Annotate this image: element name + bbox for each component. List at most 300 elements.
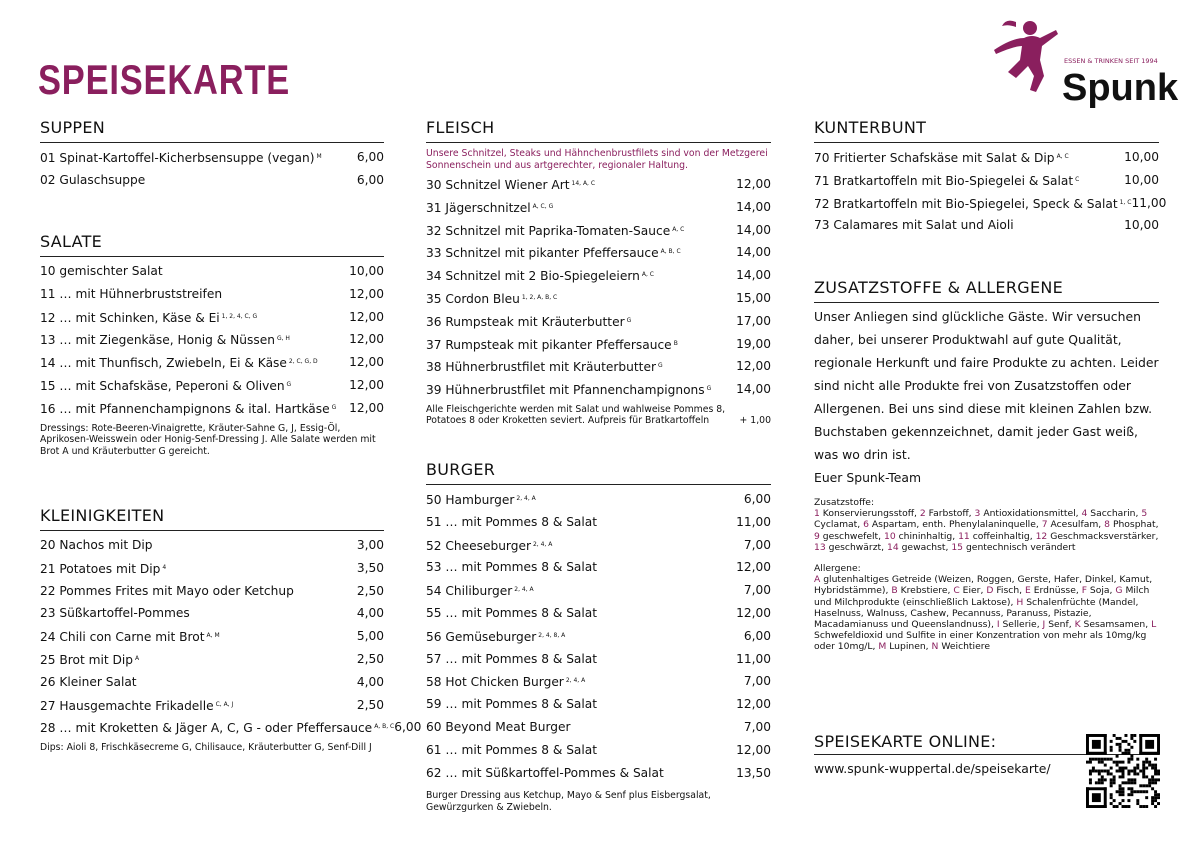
- online-url[interactable]: www.spunk-wuppertal.de/speisekarte/: [814, 761, 1051, 776]
- menu-item-label: 34 Schnitzel mit 2 Bio-Spiegeleiern: [426, 269, 640, 284]
- menu-item: [814, 214, 1159, 237]
- allergen-codes: 1, 2, 4, C, G: [221, 312, 258, 320]
- menu-item-name: [40, 397, 336, 420]
- menu-item-price: 7,00: [743, 537, 771, 552]
- menu-item: [426, 287, 771, 310]
- section-burger: [426, 460, 771, 813]
- section-title: SALATE: [40, 232, 103, 251]
- menu-item-price: 6,00: [356, 150, 384, 164]
- legend-text: Senf,: [1048, 619, 1075, 631]
- menu-item-price: 7,00: [743, 674, 771, 689]
- menu-item: [426, 625, 771, 648]
- menu-item-price: 3,50: [356, 560, 384, 575]
- fleisch-intro: Unsere Schnitzel, Steaks und Hähnchenbrustfilets sind von der Metzgerei Sonnenschein und aus artgerechter, regionaler Haltung.: [426, 148, 768, 171]
- burger-note: Burger Dressing aus Ketchup, Mayo & Senf plus Eisbergsalat, Gewürzgurken & Zwiebeln.: [426, 790, 711, 813]
- menu-item-label: 58 Hot Chicken Burger: [426, 675, 564, 690]
- menu-item-name: [426, 287, 557, 310]
- menu-item-name: [40, 648, 139, 671]
- allergen-codes: A, C: [641, 271, 654, 279]
- menu-item: [40, 602, 384, 625]
- allergen-codes: C: [1075, 175, 1080, 183]
- menu-item-price: 15,00: [736, 290, 771, 305]
- menu-item-label: 73 Calamares mit Salat und Aioli: [814, 218, 1014, 233]
- legend-code: 4: [1081, 508, 1091, 520]
- menu-item: [426, 241, 771, 264]
- allergen-codes: G, H: [276, 335, 290, 343]
- menu-item-price: 12,00: [736, 359, 771, 374]
- menu-item-price: 12,00: [349, 332, 384, 347]
- menu-item-label: 70 Fritierter Schafskäse mit Salat & Dip: [814, 151, 1055, 165]
- legend-code: 9: [814, 530, 823, 542]
- section-title: KUNTERBUNT: [814, 118, 927, 137]
- legend-text: Aspartam, enth. Phenylalaninquelle,: [871, 519, 1042, 531]
- legend-text: Erdnüsse,: [1033, 585, 1082, 597]
- legend-code: 7: [1041, 519, 1051, 531]
- menu-item-price: 4,00: [356, 674, 384, 689]
- menu-item-name: [40, 580, 294, 603]
- legend-code: C: [953, 585, 963, 597]
- menu-item-name: [40, 146, 322, 169]
- allergen-codes: A, C: [672, 225, 685, 233]
- menu-item-label: 30 Schnitzel Wiener Art: [426, 178, 570, 192]
- legend-code: 10: [883, 530, 899, 542]
- salate-note: Dressings: Rote-Beeren-Vinaigrette, Kräuter-Sahne G, J, Essig-Öl, Aprikosen-Weisswein oder Honig-Senf-Dressing J. Alle Salate werden mit Brot A und Kräuterbutter G gereicht.: [40, 422, 376, 457]
- allergen-codes: 2, 4, A: [532, 540, 553, 548]
- allergen-codes: B: [673, 339, 678, 347]
- menu-item-name: [426, 602, 597, 625]
- menu-item-label: 23 Süßkartoffel-Pommes: [40, 606, 190, 621]
- menu-item: [426, 716, 771, 739]
- menu-item-name: [40, 671, 137, 694]
- legend-code: 6: [863, 519, 872, 531]
- allergen-codes: A, B, C: [374, 723, 395, 731]
- legend-text: Sellerie,: [1002, 619, 1043, 631]
- legend-code: D: [986, 585, 997, 597]
- allergen-codes: 2, 4, 8, A: [538, 631, 566, 639]
- section-kunterbunt: [814, 118, 1167, 237]
- section-fleisch: [426, 118, 771, 427]
- menu-item-label: 72 Bratkartoffeln mit Bio-Spiegelei, Speck & Salat: [814, 196, 1118, 211]
- legend-code: N: [931, 641, 942, 653]
- menu-item-name: [426, 716, 571, 739]
- allergene-list: [814, 574, 1159, 652]
- qr-code-icon[interactable]: [1086, 734, 1160, 808]
- menu-item-name: [40, 306, 257, 329]
- menu-item-label: 26 Kleiner Salat: [40, 674, 137, 689]
- menu-item-price: 10,00: [1124, 218, 1159, 233]
- menu-item: [426, 762, 771, 785]
- menu-item-price: 2,50: [356, 697, 384, 712]
- menu-item-label: 16 … mit Pfannenchampignons & ital. Hartkäse: [40, 401, 330, 416]
- menu-item: [426, 693, 771, 716]
- allergen-codes: A: [135, 654, 140, 662]
- legend-text: Lupinen,: [889, 641, 932, 653]
- menu-item: [426, 333, 771, 356]
- menu-item-price: 10,00: [349, 264, 384, 278]
- section-zusatzstoffe-allergene: [814, 278, 1159, 653]
- legend-code: H: [1016, 596, 1027, 608]
- allergen-codes: 2, 4, A: [516, 495, 536, 502]
- menu-item-name: [40, 169, 145, 192]
- legend-text: Saccharin,: [1090, 508, 1142, 520]
- legend-code: 15: [951, 541, 966, 553]
- menu-item: [40, 169, 384, 192]
- legend-text: chininhaltig,: [898, 530, 959, 542]
- section-title: ZUSATZSTOFFE & ALLERGENE: [814, 278, 1064, 297]
- allergen-codes: 1, C: [1119, 198, 1132, 206]
- menu-item-price: 17,00: [736, 313, 771, 328]
- menu-item: [40, 694, 384, 717]
- menu-item-label: 11 … mit Hühnerbruststreifen: [40, 286, 223, 301]
- legend-text: Geschmacksverstärker,: [1050, 530, 1159, 542]
- logo-tagline: ESSEN & TRINKEN SEIT 1994: [1064, 57, 1158, 65]
- menu-item: [426, 378, 771, 401]
- legend-text: coffeinhaltig,: [972, 530, 1036, 542]
- legend-code: B: [891, 585, 901, 597]
- menu-item-label: 55 … mit Pommes 8 & Salat: [426, 605, 598, 620]
- menu-item: [426, 196, 771, 219]
- menu-item-price: 5,00: [356, 629, 384, 644]
- section-title: BURGER: [426, 460, 496, 479]
- menu-item-price: 11,00: [736, 651, 771, 666]
- allergen-codes: 4: [162, 563, 167, 571]
- menu-item-price: 19,00: [736, 336, 771, 351]
- menu-item-name: [40, 602, 190, 625]
- menu-item-label: 31 Jägerschnitzel: [426, 200, 531, 215]
- menu-item-label: 25 Brot mit Dip: [40, 652, 134, 667]
- menu-item-price: 6,00: [743, 492, 771, 506]
- menu-item-label: 12 … mit Schinken, Käse & Ei: [40, 310, 220, 325]
- menu-item-price: 13,50: [736, 765, 771, 780]
- menu-item-price: 14,00: [736, 245, 771, 260]
- legend-code: M: [878, 641, 890, 653]
- menu-item-label: 60 Beyond Meat Burger: [426, 719, 571, 734]
- section-title: FLEISCH: [426, 118, 495, 137]
- legend-text: gewachst,: [901, 541, 952, 553]
- menu-item-name: [426, 219, 684, 242]
- menu-item: [40, 671, 384, 694]
- menu-item-name: [426, 355, 663, 378]
- legend-code: F: [1081, 585, 1090, 597]
- legend-code: 2: [919, 508, 929, 520]
- menu-item-name: [426, 534, 552, 557]
- menu-item-name: [426, 488, 536, 511]
- menu-item-label: 27 Hausgemachte Frikadelle: [40, 698, 214, 713]
- menu-item-label: 10 gemischter Salat: [40, 264, 163, 278]
- menu-item: [426, 579, 771, 602]
- allergen-codes: A, C: [1056, 153, 1069, 160]
- section-suppen: [40, 118, 384, 192]
- menu-item-price: 12,00: [349, 286, 384, 301]
- menu-item-name: [40, 351, 318, 374]
- menu-item-price: 6,00: [356, 172, 384, 187]
- menu-item-label: 61 … mit Pommes 8 & Salat: [426, 742, 598, 757]
- zusatz-body: [814, 302, 1159, 653]
- legend-text: gentechnisch verändert: [965, 541, 1076, 553]
- menu-item-price: 12,00: [736, 177, 771, 191]
- menu-item-label: 14 … mit Thunfisch, Zwiebeln, Ei & Käse: [40, 356, 287, 371]
- menu-item: [814, 169, 1159, 192]
- item-list: [40, 256, 384, 420]
- menu-item: [426, 355, 771, 378]
- legend-text: Krebstiere,: [900, 585, 954, 597]
- legend-text: Cyclamat,: [814, 519, 864, 531]
- menu-item: [426, 264, 771, 287]
- legend-code: 11: [958, 530, 973, 542]
- allergene-label: Allergene:: [814, 563, 861, 575]
- menu-item-name: [40, 694, 233, 717]
- menu-item-label: 57 … mit Pommes 8 & Salat: [426, 651, 598, 666]
- menu-item-label: 24 Chili con Carne mit Brot: [40, 630, 205, 645]
- item-list-wrapper: [426, 142, 771, 401]
- menu-item-name: [426, 378, 711, 401]
- menu-item-label: 56 Gemüseburger: [426, 629, 537, 644]
- menu-item-label: 20 Nachos mit Dip: [40, 538, 153, 552]
- menu-item-name: [40, 374, 291, 397]
- menu-item-label: 22 Pommes Frites mit Mayo oder Ketchup: [40, 583, 294, 598]
- allergen-codes: A, C, G: [532, 202, 554, 210]
- legend-text: Soja,: [1089, 585, 1116, 597]
- legend-text: Antioxidationsmittel,: [983, 508, 1082, 520]
- menu-item-label: 54 Chiliburger: [426, 584, 513, 599]
- menu-item-price: 12,00: [736, 560, 771, 575]
- section-title: SUPPEN: [40, 118, 106, 137]
- menu-item-name: [426, 196, 553, 219]
- allergen-codes: 14, A, C: [571, 180, 596, 187]
- menu-item-name: [426, 511, 597, 534]
- allergen-codes: 1, 2, A, B, C: [521, 293, 558, 301]
- legend-code: 13: [814, 541, 829, 553]
- menu-item-name: [426, 556, 597, 579]
- legend-text: Sesamsamen,: [1083, 619, 1152, 631]
- menu-item: [40, 328, 384, 351]
- menu-item: [426, 511, 771, 534]
- legend-code: 1: [814, 508, 823, 520]
- menu-item-label: 37 Rumpsteak mit pikanter Pfeffersauce: [426, 337, 672, 352]
- menu-item: [426, 739, 771, 762]
- legend-text: geschwefelt,: [822, 530, 884, 542]
- menu-item-label: 15 … mit Schafskäse, Peperoni & Oliven: [40, 378, 285, 393]
- allergen-codes: A, B, C: [660, 248, 681, 256]
- allergen-codes: G: [657, 362, 663, 370]
- legend-code: G: [1115, 585, 1126, 597]
- item-list: [40, 530, 422, 739]
- menu-item-name: [426, 333, 678, 356]
- legend-text: Milch und Milchprodukte (einschließlich Laktose),: [814, 585, 1150, 608]
- menu-item-name: [426, 670, 585, 693]
- menu-item-label: 02 Gulaschsuppe: [40, 172, 146, 187]
- menu-item: [426, 488, 771, 511]
- menu-item-name: [426, 762, 664, 785]
- menu-item-price: 2,50: [356, 651, 384, 666]
- menu-item-label: 62 … mit Süßkartoffel-Pommes & Salat: [426, 765, 664, 780]
- menu-item: [40, 648, 384, 671]
- menu-item-name: [814, 214, 1014, 237]
- menu-item-price: 12,00: [349, 377, 384, 392]
- menu-item-label: 35 Cordon Bleu: [426, 291, 520, 306]
- allergen-codes: A, M: [206, 632, 220, 640]
- menu-item: [40, 557, 384, 580]
- allergen-codes: M: [316, 153, 322, 160]
- legend-text: Farbstoff,: [928, 508, 975, 520]
- allergen-codes: 2, 4, A: [514, 586, 534, 594]
- menu-item: [40, 351, 384, 374]
- menu-item-price: 10,00: [1124, 172, 1159, 187]
- menu-item: [426, 670, 771, 693]
- legend-code: K: [1074, 619, 1084, 631]
- allergen-codes: G: [331, 403, 337, 411]
- menu-item-name: [426, 310, 631, 333]
- menu-item-label: 50 Hamburger: [426, 493, 515, 507]
- menu-item: [426, 219, 771, 242]
- menu-item: [40, 374, 384, 397]
- section-salate: [40, 232, 384, 457]
- menu-item: [40, 283, 384, 306]
- menu-item-price: 6,00: [394, 720, 422, 735]
- menu-item-name: [40, 328, 290, 351]
- menu-item: [40, 146, 384, 169]
- menu-item-name: [426, 625, 565, 648]
- menu-item-price: 7,00: [743, 583, 771, 598]
- menu-item: [40, 625, 384, 648]
- logo-brand: Spunk: [1062, 67, 1179, 109]
- menu-item-price: 4,00: [356, 606, 384, 621]
- menu-item-price: 2,50: [356, 583, 384, 598]
- legend-text: Acesulfam,: [1050, 519, 1105, 531]
- menu-item-label: 01 Spinat-Kartoffel-Kicherbsensuppe (vegan): [40, 151, 315, 165]
- menu-item-price: 3,00: [356, 538, 384, 552]
- menu-item-label: 28 … mit Kroketten & Jäger A, C, G - oder Pfeffersauce: [40, 721, 373, 736]
- allergen-codes: C, A, J: [215, 700, 234, 708]
- legend-text: geschwärzt,: [828, 541, 887, 553]
- item-list: [40, 142, 384, 192]
- menu-item-label: 59 … mit Pommes 8 & Salat: [426, 697, 598, 712]
- fleisch-note-price: + 1,00: [739, 415, 771, 427]
- item-list: [426, 173, 771, 401]
- zusatz-signature: Euer Spunk-Team: [814, 470, 922, 485]
- menu-item: [426, 310, 771, 333]
- menu-item-label: 32 Schnitzel mit Paprika-Tomaten-Sauce: [426, 223, 671, 238]
- legend-code: 8: [1104, 519, 1113, 531]
- menu-item-label: 13 … mit Ziegenkäse, Honig & Nüssen: [40, 333, 275, 348]
- legend-text: Phosphat,: [1112, 519, 1159, 531]
- menu-item-name: [40, 534, 153, 557]
- allergen-codes: G: [286, 380, 292, 388]
- section-title: KLEINIGKEITEN: [40, 506, 165, 525]
- section-kleinigkeiten: [40, 506, 422, 754]
- menu-item-label: 39 Hühnerbrustfilet mit Pfannenchampignons: [426, 383, 705, 398]
- menu-item: [814, 146, 1159, 169]
- menu-item-label: 33 Schnitzel mit pikanter Pfeffersauce: [426, 246, 659, 261]
- legend-text: Fisch,: [996, 585, 1025, 597]
- allergen-codes: G: [706, 385, 712, 393]
- legend-text: Weichtiere: [941, 641, 990, 653]
- legend-text: Konservierungsstoff,: [822, 508, 920, 520]
- menu-item-price: 6,00: [743, 628, 771, 643]
- menu-item-name: [426, 739, 597, 762]
- menu-item: [40, 306, 384, 329]
- zusatz-text: Unser Anliegen sind glückliche Gäste. Wir versuchen daher, bei unserer Produktwahl auf gute Qualität, regionale Herkunft und faire Produkte zu achten. Leider sind nicht alle Produkte frei von Zusatzstoffen oder Allergenen. Bei uns sind diese mit kleinen Zahlen bzw. Buchstaben gekennzeichnet, damit jeder Gast weiß, was wo drin ist.: [814, 309, 1159, 462]
- menu-item-name: [426, 579, 534, 602]
- menu-item-label: 53 … mit Pommes 8 & Salat: [426, 560, 598, 575]
- menu-item: [426, 173, 771, 196]
- menu-item-name: [426, 241, 681, 264]
- item-list: [814, 142, 1167, 237]
- allergen-codes: 2, 4, A: [565, 677, 586, 685]
- menu-item-price: 12,00: [349, 400, 384, 415]
- menu-item: [426, 648, 771, 671]
- legend-code: J: [1042, 619, 1049, 631]
- menu-item-price: 11,00: [736, 514, 771, 529]
- fleisch-note-row: [426, 404, 771, 427]
- menu-item-price: 12,00: [736, 605, 771, 620]
- legend-text: Eier,: [962, 585, 987, 597]
- menu-item: [426, 534, 771, 557]
- legend-code: E: [1024, 585, 1034, 597]
- menu-item-price: 12,00: [736, 742, 771, 757]
- menu-item-name: [40, 283, 222, 306]
- menu-item-name: [426, 264, 654, 287]
- menu-item-price: 12,00: [736, 697, 771, 712]
- menu-item-price: 11,00: [1131, 195, 1167, 210]
- menu-item: [40, 397, 384, 420]
- legend-text: glutenhaltiges Getreide (Weizen, Roggen, Gerste, Hafer, Dinkel, Kamut, Hybridstämme),: [814, 574, 1153, 597]
- menu-item: [40, 580, 384, 603]
- zusatzstoffe-list: [814, 508, 1159, 553]
- spunk-logo: [986, 16, 1179, 109]
- menu-item-price: 10,00: [1124, 150, 1159, 164]
- online-title: SPEISEKARTE ONLINE:: [814, 732, 1159, 755]
- menu-item-name: [40, 557, 166, 580]
- menu-item-price: 14,00: [736, 199, 771, 214]
- legend-code: 12: [1035, 530, 1051, 542]
- menu-item-label: 71 Bratkartoffeln mit Bio-Spiegelei & Salat: [814, 173, 1074, 188]
- menu-item-price: 14,00: [736, 382, 771, 397]
- legend-code: A: [814, 574, 824, 586]
- menu-item-name: [40, 625, 220, 648]
- menu-item-name: [814, 146, 1069, 169]
- menu-item-name: [426, 693, 597, 716]
- legend-text: Schalenfrüchte (Mandel, Haselnuss, Walnuss, Cashew, Pecannuss, Paranuss, Pistazie, Macadamianuss und Queenslandnuss),: [814, 596, 1139, 631]
- zusatzstoffe-label: Zusatzstoffe:: [814, 497, 875, 508]
- kleinigkeiten-note: Dips: Aioli 8, Frischkäsecreme G, Chilisauce, Kräuterbutter G, Senf-Dill J: [40, 742, 372, 754]
- menu-item-label: 52 Cheeseburger: [426, 538, 531, 553]
- legend-code: L: [1151, 619, 1157, 631]
- menu-item-price: 14,00: [736, 268, 771, 283]
- menu-item-name: [426, 648, 597, 671]
- menu-item: [40, 260, 384, 283]
- page-title: SPEISEKARTE: [38, 56, 291, 103]
- menu-item-price: 7,00: [743, 719, 771, 734]
- allergen-codes: G: [626, 316, 632, 324]
- menu-item-name: [426, 173, 595, 196]
- legend-code: 14: [886, 541, 902, 553]
- item-list: [426, 484, 771, 784]
- menu-item: [40, 534, 384, 557]
- menu-item: [40, 716, 422, 739]
- menu-item: [814, 192, 1167, 215]
- fleisch-note: Alle Fleischgerichte werden mit Salat und wahlweise Pommes 8, Potatoes 8 oder Kroketten seviert. Aufpreis für Bratkartoffeln: [426, 403, 726, 427]
- menu-item: [426, 556, 771, 579]
- menu-item-price: 12,00: [349, 309, 384, 324]
- menu-item-label: 51 … mit Pommes 8 & Salat: [426, 514, 598, 529]
- menu-item-price: 12,00: [349, 355, 384, 370]
- menu-item-name: [814, 192, 1131, 215]
- legend-code: 3: [974, 508, 984, 520]
- menu-item-price: 14,00: [736, 222, 771, 237]
- legend-text: Schwefeldioxid und Sulfite in einer Konzentration von mehr als 10mg/kg oder 10mg/L,: [814, 630, 1147, 653]
- menu-item-name: [40, 260, 163, 283]
